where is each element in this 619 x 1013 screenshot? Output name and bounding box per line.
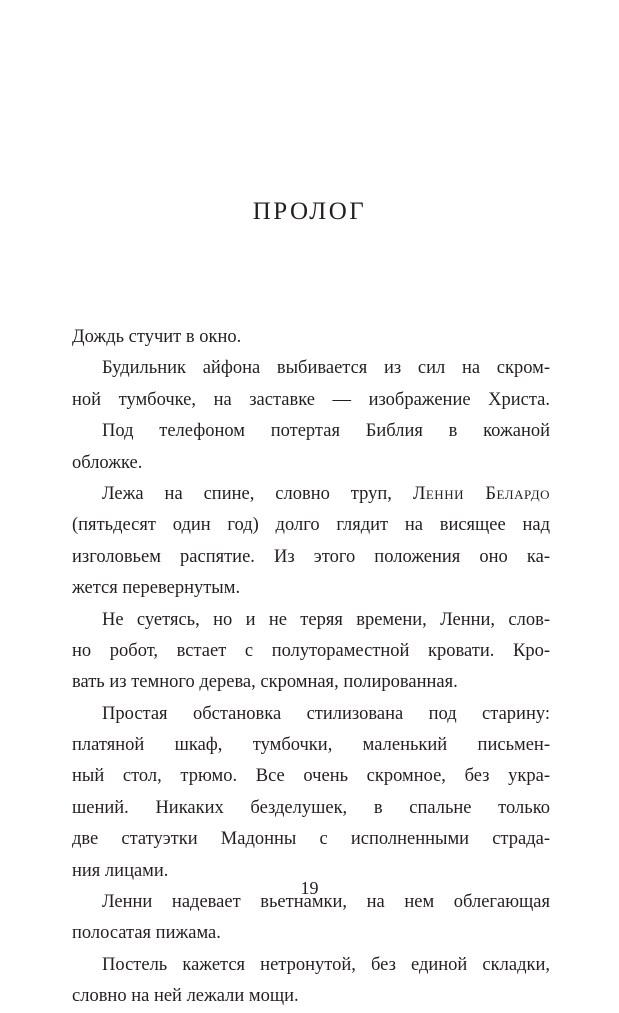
text-line: Простая обстановка стилизована под старину: (102, 703, 550, 724)
text-line: изголовьем распятие. Из этого положения оно ка- (72, 546, 550, 567)
text-line: обложке. (72, 452, 143, 473)
text-line: вать из темного дерева, скромная, полированная. (72, 672, 458, 693)
text-line: платяной шкаф, тумбочки, маленький письмен- (72, 735, 550, 756)
text-span: Лежа на спине, словно труп, (102, 483, 392, 504)
page-number: 19 (300, 878, 319, 898)
chapter-title: ПРОЛОГ (252, 198, 367, 225)
text-line: но робот, встает с полутораместной кровати. Кро- (72, 640, 550, 661)
text-line: Не суетясь, но и не теряя времени, Ленни, слов- (102, 609, 550, 630)
text-line: ной тумбочке, на заставке — изображение Христа. (72, 389, 550, 410)
text-line: Постель кажется нетронутой, без единой складки, (102, 954, 550, 975)
text-line: словно на ней лежали мощи. (72, 986, 299, 1007)
body-text (72, 322, 550, 1013)
text-line: жется перевернутым. (72, 578, 241, 599)
character-name: Ленни Белардо (412, 483, 551, 504)
text-line (72, 479, 550, 510)
text-line: Ленни надевает вьетнамки, на нем облегающая (102, 892, 550, 913)
text-line: ния лицами. (72, 860, 169, 881)
text-line: Под телефоном потертая Библия в кожаной (102, 421, 550, 442)
text-line: Будильник айфона выбивается из сил на скром- (102, 358, 550, 379)
text-line: ный стол, трюмо. Все очень скромное, без укра- (72, 766, 550, 787)
text-line: шений. Никаких безделушек, в спальне только (72, 797, 550, 818)
text-line: (пятьдесят один год) долго глядит на висящее над (72, 515, 550, 536)
text-line: Дождь стучит в окно. (72, 327, 242, 347)
text-line: полосатая пижама. (72, 923, 221, 944)
text-line: две статуэтки Мадонны с исполненными страда- (72, 829, 550, 850)
